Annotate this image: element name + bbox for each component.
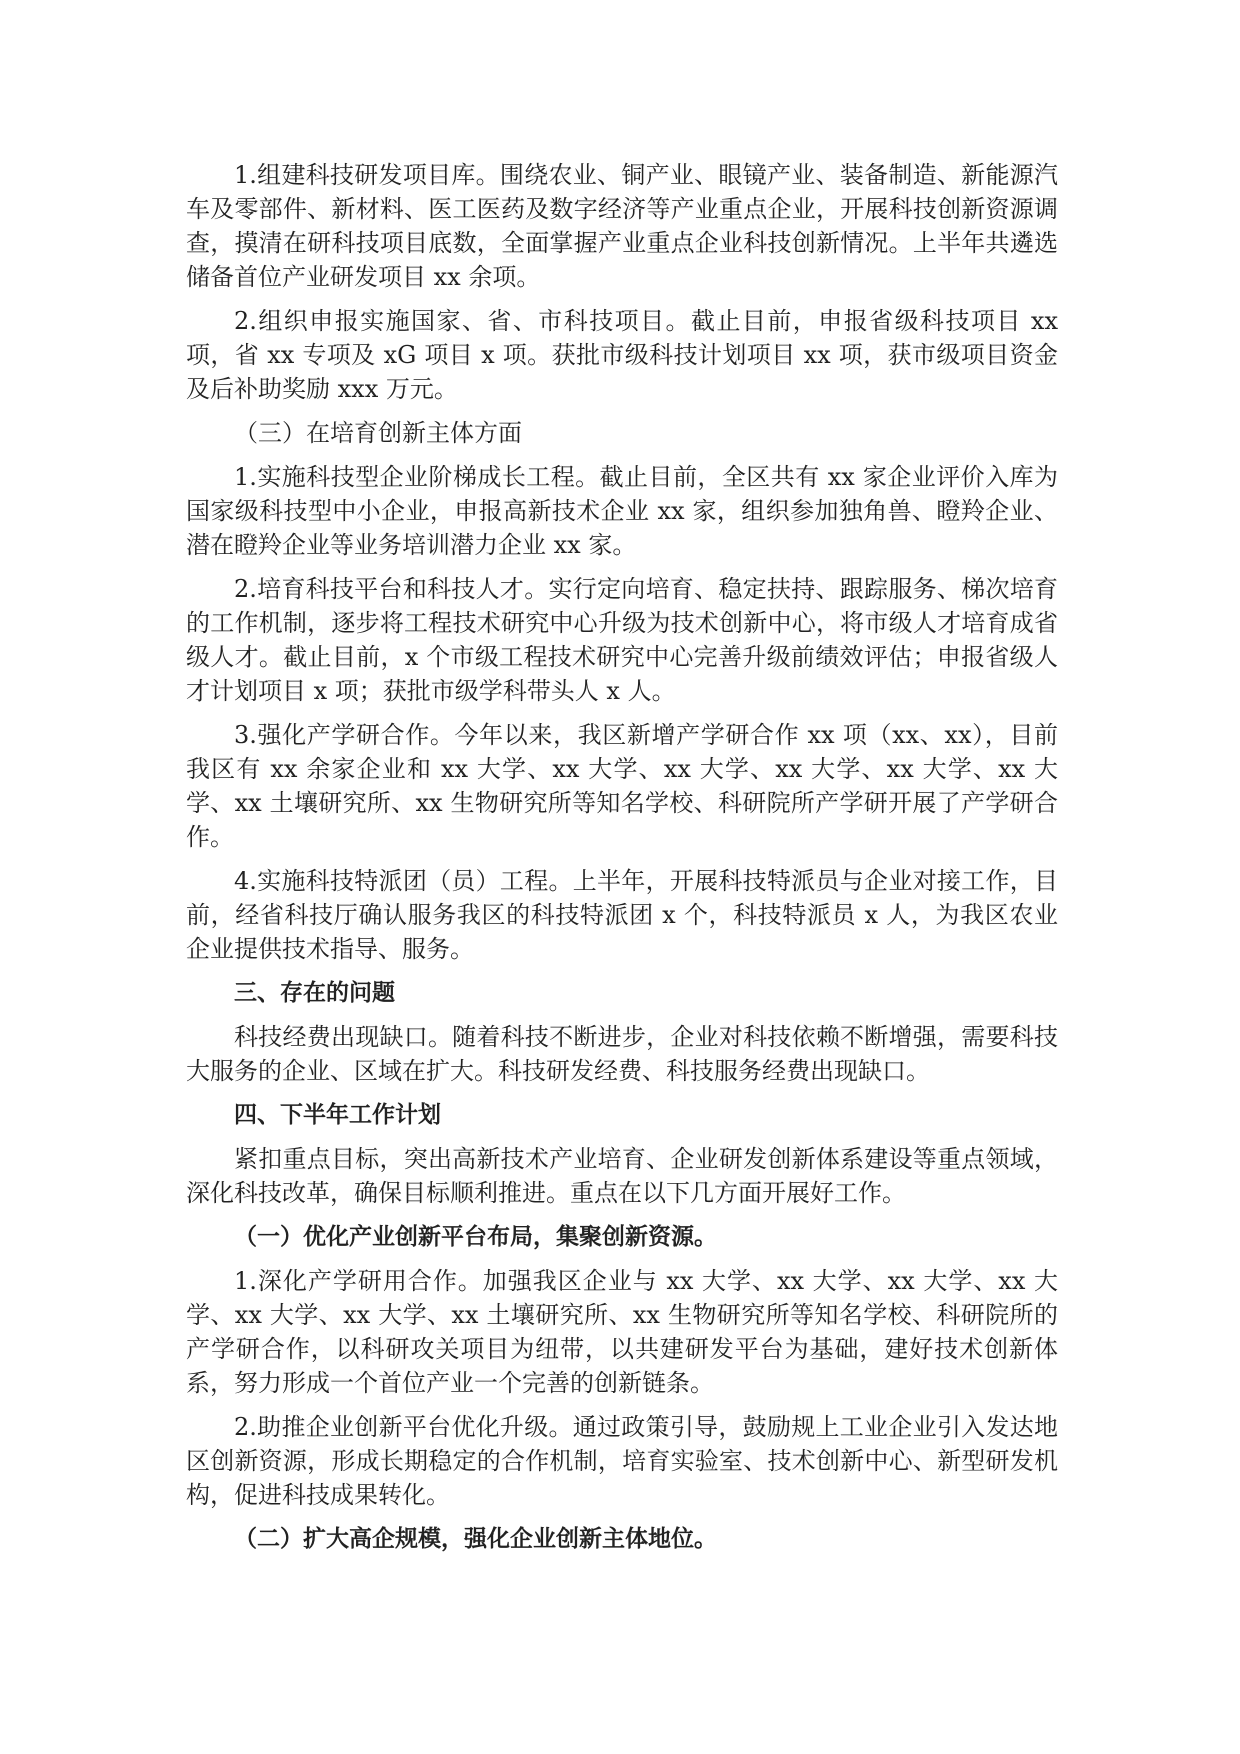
paragraph-platform-talent: 2.培育科技平台和科技人才。实行定向培育、稳定扶持、跟踪服务、梯次培育的工作机制，逐步将工程技术研究中心升级为技术创新中心，将市级人才培育成省级人才。截止目前，x 个市级工程技术研究中心完善升级前绩效评估；申报省级人才计划项目 x 项；获批市级学科带头人 x 人。	[186, 575, 1058, 705]
paragraph-project-library: 1.组建科技研发项目库。围绕农业、铜产业、眼镜产业、装备制造、新能源汽车及零部件、新材料、医工医药及数字经济等产业重点企业，开展科技创新资源调查，摸清在研科技项目底数，全面掌握产业重点企业科技创新情况。上半年共遴选储备首位产业研发项目 xx 余项。	[186, 161, 1058, 291]
heading-second-half-plan: 四、下半年工作计划	[234, 1102, 441, 1128]
document-body	[186, 158, 1058, 1566]
heading-problems: 三、存在的问题	[234, 980, 395, 1006]
paragraph-deepen-cooperation: 1.深化产学研用合作。加强我区企业与 xx 大学、xx 大学、xx 大学、xx 大学、xx 大学、xx 大学、xx 土壤研究所、xx 生物研究所等知名学校、科研院所的产学研合作，以科研攻关项目为纽带，以共建研发平台为基础，建好技术创新体系，努力形成一个首位产业一个完善的创新链条。	[186, 1267, 1058, 1397]
subheading-expand-enterprises: （二）扩大高企规模，强化企业创新主体地位。	[234, 1526, 717, 1552]
paragraph-platform-upgrade: 2.助推企业创新平台优化升级。通过政策引导，鼓励规上工业企业引入发达地区创新资源，形成长期稳定的合作机制，培育实验室、技术创新中心、新型研发机构，促进科技成果转化。	[186, 1413, 1058, 1509]
paragraph-plan-intro: 紧扣重点目标，突出高新技术产业培育、企业研发创新体系建设等重点领域，深化科技改革，确保目标顺利推进。重点在以下几方面开展好工作。	[186, 1145, 1058, 1207]
paragraph-funding-gap: 科技经费出现缺口。随着科技不断进步，企业对科技依赖不断增强，需要科技大服务的企业、区域在扩大。科技研发经费、科技服务经费出现缺口。	[186, 1023, 1058, 1085]
subheading-optimize-platform: （一）优化产业创新平台布局，集聚创新资源。	[234, 1224, 717, 1250]
paragraph-project-application: 2.组织申报实施国家、省、市科技项目。截止目前，申报省级科技项目 xx 项，省 xx 专项及 xG 项目 x 项。获批市级科技计划项目 xx 项，获市级项目资金及后补助奖励 xxx 万元。	[186, 307, 1058, 403]
paragraph-special-envoy: 4.实施科技特派团（员）工程。上半年，开展科技特派员与企业对接工作，目前，经省科技厅确认服务我区的科技特派团 x 个，科技特派员 x 人，为我区农业企业提供技术指导、服务。	[186, 867, 1058, 963]
paragraph-industry-research: 3.强化产学研合作。今年以来，我区新增产学研合作 xx 项（xx、xx），目前我区有 xx 余家企业和 xx 大学、xx 大学、xx 大学、xx 大学、xx 大学、xx 大学、xx 土壤研究所、xx 生物研究所等知名学校、科研院所产学研开展了产学研合作。	[186, 721, 1058, 851]
subheading-innovation-subjects: （三）在培育创新主体方面	[234, 419, 522, 447]
paragraph-enterprise-growth: 1.实施科技型企业阶梯成长工程。截止目前，全区共有 xx 家企业评价入库为国家级科技型中小企业，申报高新技术企业 xx 家，组织参加独角兽、瞪羚企业、潜在瞪羚企业等业务培训潜力企业 xx 家。	[186, 463, 1058, 559]
